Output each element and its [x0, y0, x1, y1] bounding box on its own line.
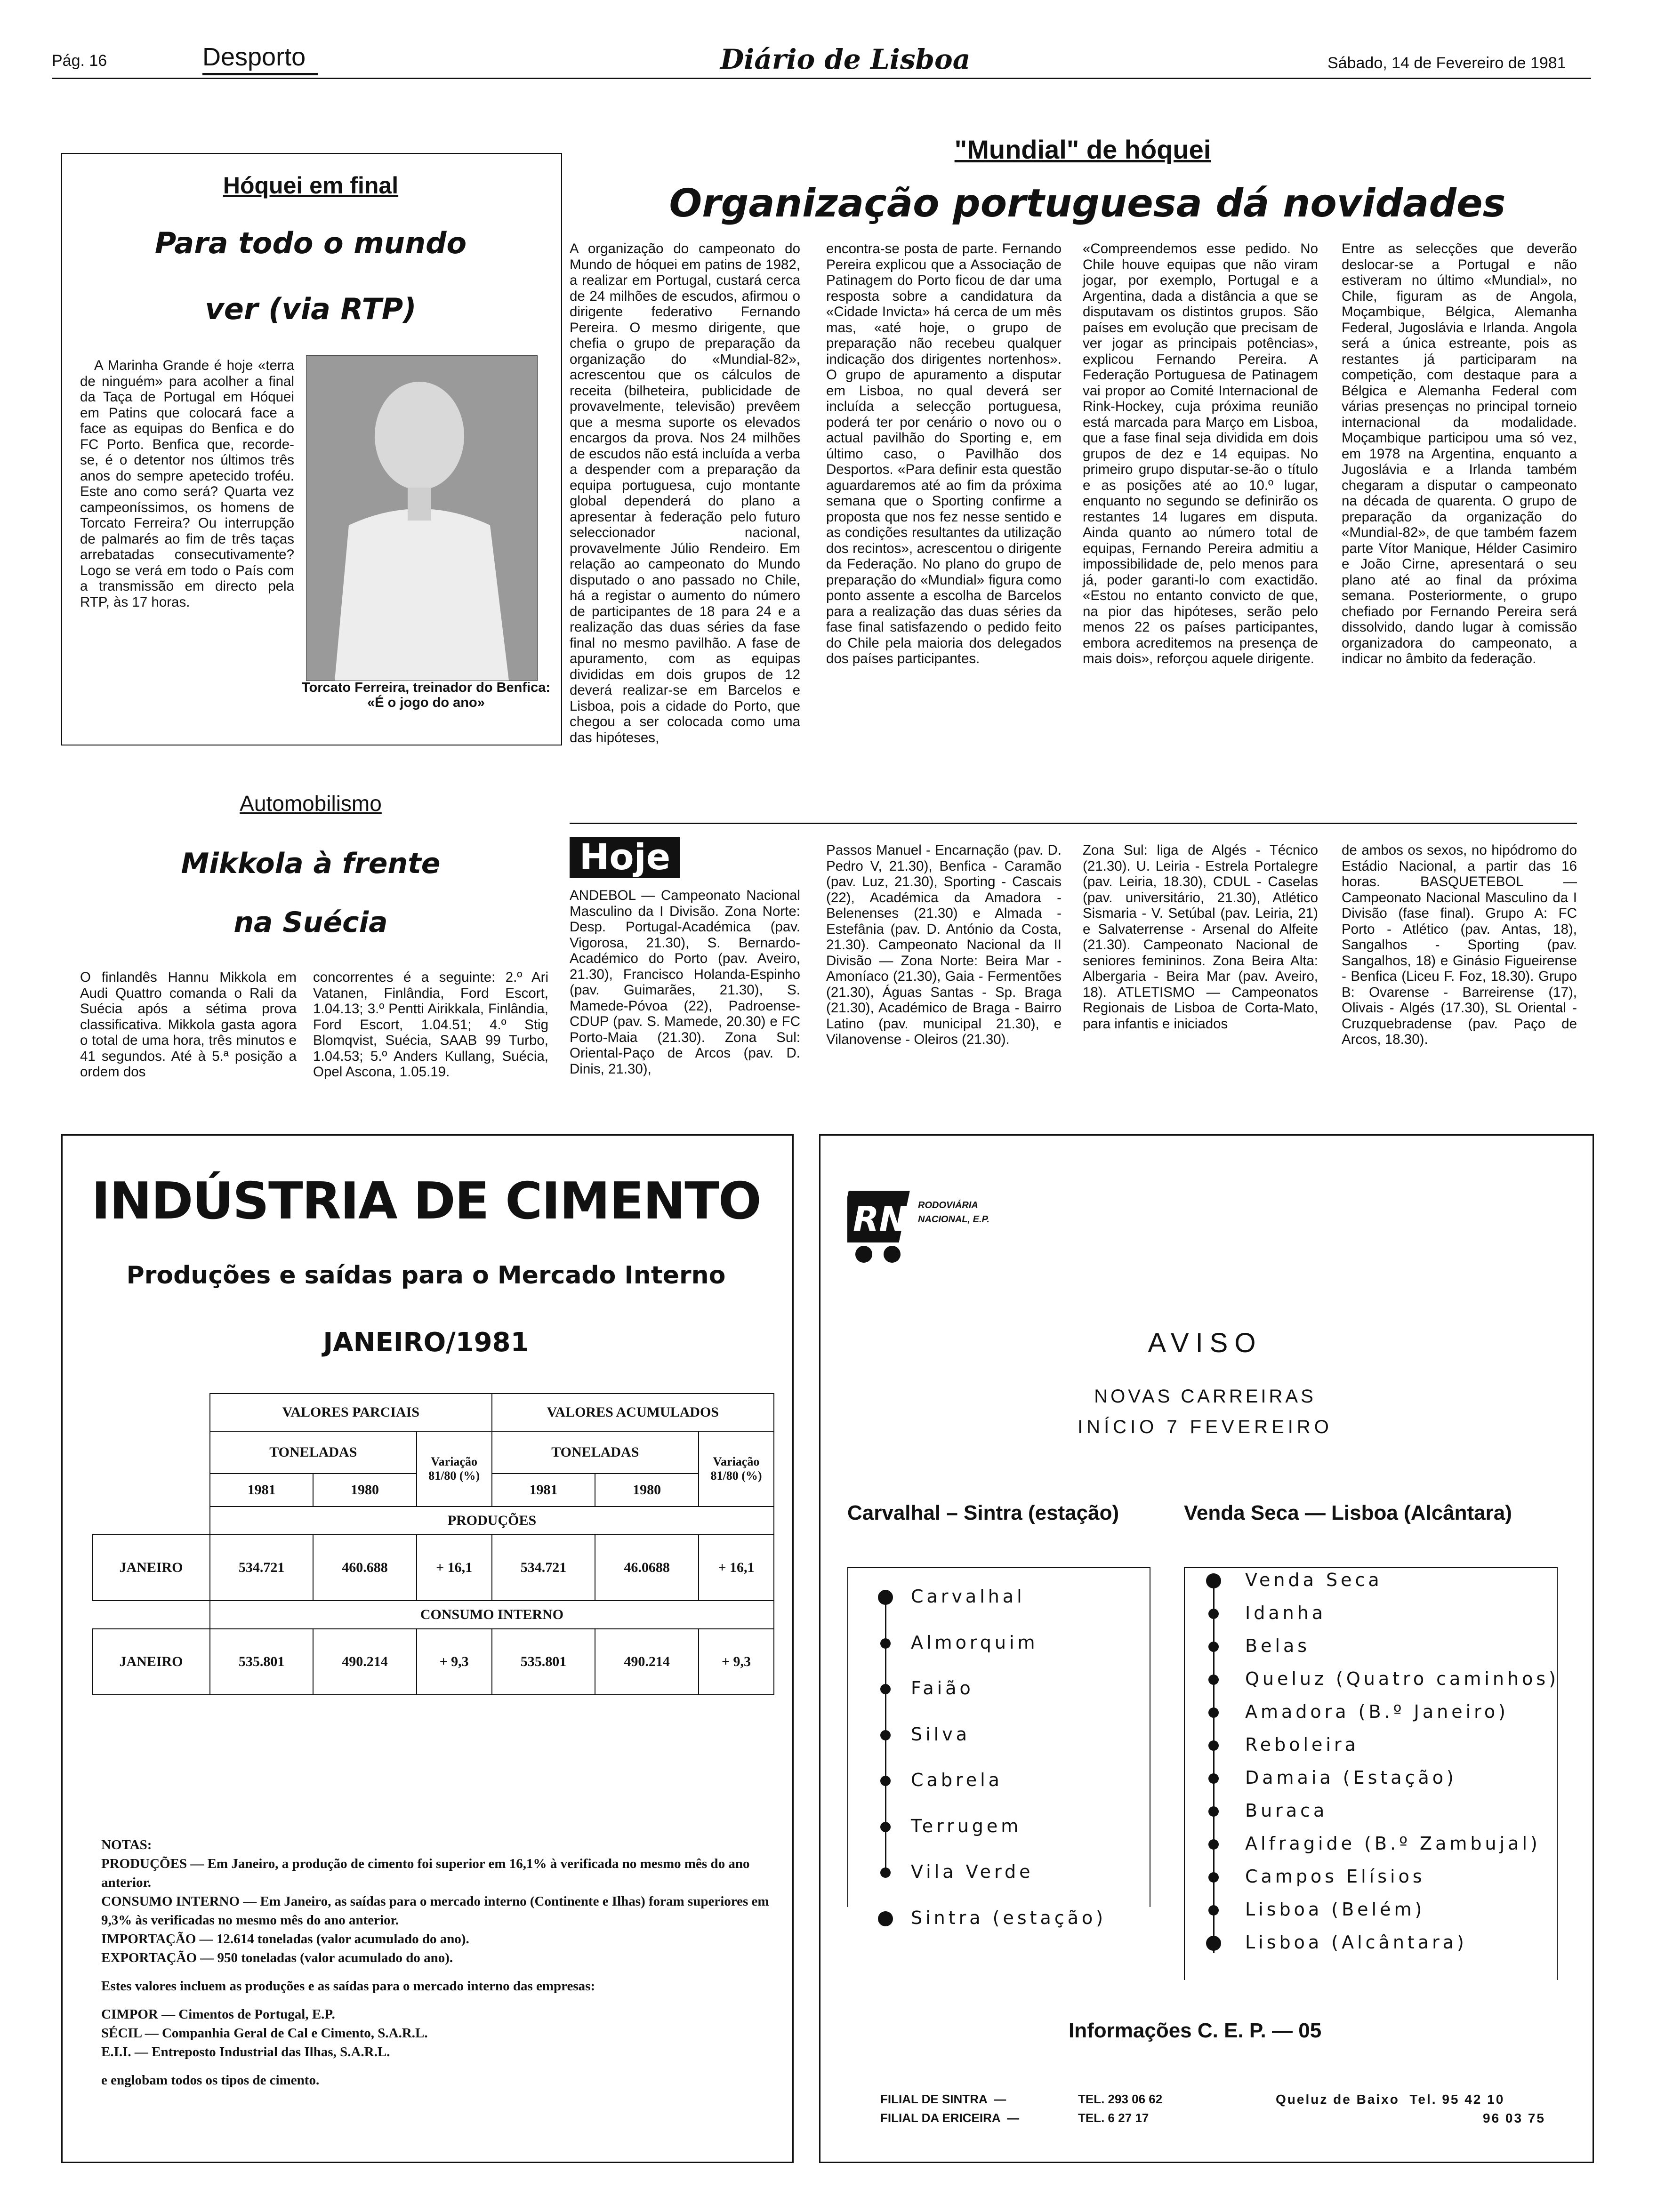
rn-logo-sub-2: NACIONAL, E.P. — [918, 1214, 989, 1225]
automobilismo-title-1: Mikkola à frente — [181, 847, 441, 880]
rn-informacoes: Informações C. E. P. — 05 — [1069, 2019, 1322, 2042]
route-2-stop: Reboleira — [1245, 1734, 1359, 1755]
stop-marker-icon — [1208, 1675, 1219, 1685]
header-rule — [52, 78, 1591, 79]
stop-marker-icon — [878, 1590, 893, 1605]
cimento-table — [92, 1393, 774, 1695]
route-2-title: Venda Seca — Lisboa (Alcântara) — [1184, 1501, 1512, 1524]
page-number: Pág. 16 — [52, 52, 107, 70]
route-2-stop: Belas — [1245, 1635, 1311, 1656]
mundial-title: Organização portuguesa dá novidades — [669, 181, 1506, 226]
cimento-subtitle: Produções e saídas para o Mercado Interno — [126, 1261, 726, 1290]
hoquei-final-title-2: ver (via RTP) — [205, 292, 417, 326]
cimento-period: JANEIRO/1981 — [323, 1327, 529, 1358]
route-1-stop: Cabrela — [911, 1770, 1003, 1790]
hoquei-final-paragraph: A Marinha Grande é hoje «terra de ninguém» para acolher a final da Taça de Portugal em Hóquei em Patins que colocará face a face as equipas do Benfica e do FC Porto. Benfica que, recorde-se, é o detentor nos últimos três anos do sempre apetecido troféu. Este ano como será? Quarta vez campeoníssimos, os homens de Torcato Ferreira? Ou interrupção de palmarés ao fim de três taças arrebatadas consecutivamente? Logo se verá em todo o País com a transmissão em directo pela RTP, às 17 horas. — [80, 358, 294, 610]
stop-marker-icon — [1208, 1773, 1219, 1784]
row-label: JANEIRO — [92, 1535, 210, 1601]
stop-marker-icon — [1208, 1872, 1219, 1883]
stop-marker-icon — [1206, 1936, 1221, 1951]
stop-marker-icon — [880, 1684, 891, 1694]
issue-date: Sábado, 14 de Fevereiro de 1981 — [1327, 54, 1566, 72]
table-cell: 490.214 — [595, 1629, 699, 1695]
automobilismo-col-1 — [80, 970, 297, 1084]
route-2-stop: Campos Elísios — [1245, 1866, 1425, 1887]
section-underline — [202, 73, 318, 75]
note-englobam: e englobam todos os tipos de cimento. — [101, 2073, 320, 2088]
stop-marker-icon — [880, 1867, 891, 1878]
route-1-stop: Sintra (estação) — [911, 1907, 1107, 1928]
rn-logo-sub-1: RODOVIÁRIA — [918, 1200, 978, 1210]
stop-marker-icon — [1206, 1573, 1221, 1588]
mundial-bottom-rule — [570, 823, 1577, 824]
hoje-title: Hoje — [579, 836, 671, 878]
filial-ericeira-tel: TEL. 6 27 17 — [1078, 2111, 1149, 2125]
stop-marker-icon — [880, 1638, 891, 1649]
header-year-1981-acc: 1981 — [492, 1474, 595, 1507]
hoje-col-4 — [1342, 842, 1577, 1051]
mundial-col-3-text: «Compreendemos esse pedido. No Chile houve equipas que não viram jogar, por exemplo, Portugal e a Argentina, dada a distância a que se disputavam os distintos grupos. São países em evolução que precisam de ver jogar as principais potências», explicou Fernando Pereira. A Federação Portuguesa de Patinagem vai propor ao Comité Internacional de Rink-Hockey, cuja próxima reunião está marcada para Março em Lisboa, que a fase final seja dividida em dois grupos de dez e 14 equipas. No primeiro grupo disputar-se-ão o título e as posições até ao 10.º lugar, enquanto no segundo se definirão os restantes 14 lugares em disputa. Ainda quanto ao número total de equipas, Fernando Pereira admitiu a impossibilidade de, pelo menos para já, poder garanti-lo com exactidão. «Estou no entanto convicto de que, na pior das hipóteses, serão pelo menos 22 os países participantes, embora acreditemos na presença de mais dois», reforçou aquele dirigente. — [1083, 241, 1318, 666]
route-1-stop: Terrugem — [911, 1815, 1022, 1836]
mundial-col-2-text: encontra-se posta de parte. Fernando Pereira explicou que a Associação de Patinagem do Porto ficou de dar uma resposta sobre a candidatura da «Cidade Invicta» há cerca de um mês mas, «até hoje, o grupo de preparação não recebeu qualquer indicação dos dirigentes nortenhos». O grupo de apuramento a disputar em Lisboa, no qual deverá ser incluída a selecção portuguesa, poderá ter por cenário o novo ou o actual pavilhão do Sporting e, em último caso, o Pavilhão dos Desportos. «Para definir esta questão aguardaremos até ao fim da próxima semana que o Sporting confirme a proposta que nos fez nesse sentido e as condições resultantes da utilização dos recintos», acrescentou o dirigente da Federação. No plano do grupo de preparação do «Mundial» figura como ponto assente a escolha de Barcelos para a realização das duas séries da fase final satisfazendo o pedido feito do Chile pela maioria dos delegados dos países participantes. — [826, 241, 1062, 666]
table-cell: 535.801 — [210, 1629, 313, 1695]
mundial-kicker: "Mundial" de hóquei — [954, 135, 1211, 164]
header-valores-parciais: VALORES PARCIAIS — [210, 1394, 492, 1431]
header-year-1981: 1981 — [210, 1474, 313, 1507]
automobilismo-col-2 — [313, 970, 548, 1084]
hoje-col-1 — [570, 888, 800, 1081]
route-2-stop: Damaia (Estação) — [1245, 1767, 1457, 1788]
stop-marker-icon — [1208, 1839, 1219, 1850]
route-2-stop: Venda Seca — [1245, 1570, 1383, 1590]
photo-figure — [306, 356, 537, 681]
automobilismo-title-2: na Suécia — [233, 906, 388, 939]
photo-caption: Torcato Ferreira, treinador do Benfica: «É o jogo do ano» — [301, 680, 551, 710]
route-2-stop: Amadora (B.º Janeiro) — [1245, 1701, 1509, 1722]
note-empresas: Estes valores incluem as produções e as saídas para o mercado interno das empresas: — [101, 1979, 595, 1994]
table-cell: + 9,3 — [699, 1629, 774, 1695]
mundial-col-3 — [1083, 241, 1318, 671]
route-2-stop: Idanha — [1245, 1603, 1327, 1623]
filial-ericeira: FILIAL DA ERICEIRA — — [880, 2111, 1020, 2125]
table-cell: + 16,1 — [699, 1535, 774, 1601]
hoje-col-2-text: Passos Manuel - Encarnação (pav. D. Pedro V, 21.30), Benfica - Caramão (pav. Luz, 21.30), Sporting - Cascais (22), Académica da Amadora - Belenenses (21.30) e Almada - Estefânia (pav. D. António da Costa, 21.30). Campeonato Nacional da II Divisão — Zona Norte: Beira Mar - Amoníaco (21.30), Gaia - Fermentões (21.30), Águas Santas - Sp. Braga (21.30), Académico de Braga - Bairro Latino (pav. municipal 21.30), e Vilanovense - Oleiros (21.30). — [826, 842, 1062, 1047]
hoje-col-1-text: ANDEBOL — Campeonato Nacional Masculino da I Divisão. Zona Norte: Desp. Portugal-Académica (pav. Vigorosa, 21.30), S. Bernardo-Académico do Porto (pav. Aveiro, 21.30), Francisco Holanda-Espinho (pav. Guimarães, 21.30), S. Mamede-Póvoa (22), Padroense-CDUP (pav. S. Mamede, 20.30) e FC Porto-Maia (21.30). Zona Sul: Oriental-Paço de Arcos (pav. D. Dinis, 21.30), — [570, 888, 800, 1077]
stop-marker-icon — [1208, 1642, 1219, 1652]
note-consumo: CONSUMO INTERNO — Em Janeiro, as saídas para o mercado interno (Continente e Ilhas) foram superiores em 9,3% às verificadas no mesmo mês do ano anterior. — [101, 1894, 769, 1928]
table-cell: 46.0688 — [595, 1535, 699, 1601]
note-cimpor: CIMPOR — Cimentos de Portugal, E.P. — [101, 2007, 335, 2022]
stop-marker-icon — [1208, 1905, 1219, 1915]
route-2-stop: Queluz (Quatro caminhos) — [1245, 1668, 1559, 1689]
section-producoes: PRODUÇÕES — [210, 1507, 774, 1535]
automobilismo-kicker: Automobilismo — [240, 791, 382, 816]
hoje-col-3-text: Zona Sul: liga de Algés - Técnico (21.30). U. Leiria - Estrela Portalegre (pav. Leiria, 18.30), CDUL - Caselas (pav. universitário, 21.30), Atlético Sismaria - V. Setúbal (pav. Leiria, 21) e Salvaterrense - Arsenal do Alfeite (21.30). Campeonato Nacional de seniores femininos. Zona Beira Alta: Albergaria - Beira Mar (pav. Aveiro, 18). ATLETISMO — Campeonatos Regionais de Lisboa de Corta-Mato, para infantis e iniciados — [1083, 842, 1318, 1032]
mundial-col-4 — [1342, 241, 1577, 671]
route-1-stop: Almorquim — [911, 1632, 1038, 1653]
photo-torcato-ferreira — [306, 355, 538, 681]
table-cell: + 16,1 — [417, 1535, 492, 1601]
table-row — [92, 1629, 774, 1695]
route-1-stop: Vila Verde — [911, 1861, 1034, 1882]
hoje-col-4-text: de ambos os sexos, no hipódromo do Estádio Nacional, a partir das 16 horas. BASQUETEBOL — Campeonato Nacional Masculino da I Divisão (fase final). Grupo A: FC Porto - Atlético (pav. Antas, 18), Sangalhos - Sporting (pav. Sangalhos, 18) e Ginásio Figueirense - Benfica (Liceu F. Foz, 18.30). Grupo B: Ovarense - Barreirense (17), Olivais - Algés (17.30), SL Oriental - Cruzquebradense (pav. Paço de Arcos, 18.30). — [1342, 842, 1577, 1047]
header-variacao-parciais: Variação 81/80 (%) — [417, 1431, 492, 1507]
stop-marker-icon — [878, 1911, 893, 1926]
header-valores-acumulados: VALORES ACUMULADOS — [492, 1394, 774, 1431]
header-toneladas-acumulados: TONELADAS — [492, 1431, 699, 1474]
header-toneladas-parciais: TONELADAS — [210, 1431, 417, 1474]
note-eii: E.I.I. — Entreposto Industrial das Ilhas, S.A.R.L. — [101, 2044, 390, 2060]
rn-inicio: INÍCIO 7 FEVEREIRO — [1078, 1417, 1333, 1437]
stop-marker-icon — [880, 1730, 891, 1740]
rn-aviso: AVISO — [1148, 1328, 1263, 1358]
hoje-col-2 — [826, 842, 1062, 1051]
filial-sintra: FILIAL DE SINTRA — — [880, 2092, 1006, 2106]
cimento-title: INDÚSTRIA DE CIMENTO — [91, 1172, 761, 1231]
table-cell: 535.801 — [492, 1629, 595, 1695]
filial-sintra-tel: TEL. 293 06 62 — [1078, 2092, 1163, 2106]
table-cell: 534.721 — [210, 1535, 313, 1601]
route-1-stop: Faião — [911, 1678, 974, 1699]
section-name: Desporto — [202, 43, 306, 71]
mundial-col-1-text: A organização do campeonato do Mundo de hóquei em patins de 1982, a realizar em Portugal, custará cerca de 24 milhões de escudos, afirmou o dirigente federativo Fernando Pereira. O mesmo dirigente, que chefia o grupo de preparação da organização do «Mundial-82», acrescentou que os cálculos de receita (bilheteira, publicidade de provavelmente, televisão) prevêem que a mesma suporte os elevados encargos da prova. Nos 24 milhões de escudos não está incluída a verba a despender com a preparação da equipa portuguesa, cujo montante global dependerá do plano a apresentar à federação pelo futuro seleccionador nacional, provavelmente Júlio Rendeiro. Em relação ao campeonato do Mundo disputado o ano passado no Chile, há a registar o aumento do número de participantes de 18 para 24 e a realização das duas séries da fase final no mesmo pavilhão. A fase de apuramento, com as equipas divididas em dois grupos de 12 deverá realizar-se em Barcelos e Lisboa, pois a cidade do Porto, que chegou a ser colocada como uma das hipóteses, — [570, 241, 800, 745]
note-secil: SÉCIL — Companhia Geral de Cal e Cimento, S.A.R.L. — [101, 2026, 428, 2041]
rn-logo-text: RN — [853, 1199, 908, 1239]
header-year-1980: 1980 — [313, 1474, 416, 1507]
hoquei-final-kicker: Hóquei em final — [223, 172, 399, 199]
queluz-tel-2: 96 03 75 — [1483, 2111, 1545, 2125]
stop-marker-icon — [1208, 1707, 1219, 1718]
table-cell: 534.721 — [492, 1535, 595, 1601]
stop-marker-icon — [880, 1776, 891, 1786]
rn-novas-carreiras: NOVAS CARREIRAS — [1094, 1386, 1316, 1407]
route-1-title: Carvalhal – Sintra (estação) — [847, 1501, 1119, 1524]
automobilismo-col-2-text: concorrentes é a seguinte: 2.º Ari Vatanen, Finlândia, Ford Escort, 1.04.13; 3.º Pentti Airikkala, Finlândia, Ford Escort, 1.04.51; 4.º Stig Blomqvist, Suécia, SAAB 99 Turbo, 1.04.53; 5.º Anders Kullang, Suécia, Opel Ascona, 1.05.19. — [313, 970, 548, 1080]
route-2-line — [1213, 1581, 1215, 1953]
note-producoes: PRODUÇÕES — Em Janeiro, a produção de cimento foi superior em 16,1% à verificada no mesmo mês do ano anterior. — [101, 1856, 750, 1890]
queluz-tel: Queluz de Baixo Tel. 95 42 10 — [1276, 2092, 1505, 2107]
route-1-frame — [847, 1567, 1150, 1907]
table-cell: + 9,3 — [417, 1629, 492, 1695]
route-2-stop: Lisboa (Alcântara) — [1245, 1932, 1467, 1953]
mundial-col-4-text: Entre as selecções que deverão deslocar-se a Portugal e não estiveram no último «Mundial», no Chile, figuram as de Angola, Moçambique, Bélgica, Alemanha Federal, Jugoslávia e Irlanda. Angola será a única estreante, pois as restantes já participaram na competição, com destaque para a Bélgica e Alemanha Federal com várias presenças no principal torneio internacional da modalidade. Moçambique participou uma só vez, em 1978 na Argentina, enquanto a Jugoslávia e a Irlanda também chegaram a disputar o campeonato na década de quarenta. O grupo de preparação da organização do «Mundial-82», de que também fazem parte Vítor Manique, Hélder Casimiro e João Cirne, apresentará o seu plano até ao final da próxima semana. Posteriormente, o grupo chefiado por Fernando Pereira será dissolvido, dando lugar à comissão organizadora do campeonato, a indicar no âmbito da federação. — [1342, 241, 1577, 666]
table-cell: 490.214 — [313, 1629, 416, 1695]
hoje-col-3 — [1083, 842, 1318, 1035]
stop-marker-icon — [1208, 1806, 1219, 1817]
route-2-stop: Alfragide (B.º Zambujal) — [1245, 1833, 1541, 1854]
masthead: Diário de Lisboa — [720, 43, 971, 75]
route-2-stop: Buraca — [1245, 1800, 1328, 1821]
stop-marker-icon — [1208, 1740, 1219, 1751]
automobilismo-col-1-text: O finlandês Hannu Mikkola em Audi Quattro comanda o Rali da Suécia após a sétima prova classificativa. Mikkola gasta agora o total de uma hora, três minutos e 41 segundos. Até à 5.ª posição a ordem dos — [80, 970, 297, 1080]
table-cell: 460.688 — [313, 1535, 416, 1601]
section-consumo-interno: CONSUMO INTERNO — [210, 1601, 774, 1629]
stop-marker-icon — [880, 1822, 891, 1832]
table-row — [92, 1535, 774, 1601]
row-label: JANEIRO — [92, 1629, 210, 1695]
stop-marker-icon — [1208, 1609, 1219, 1619]
note-importacao: IMPORTAÇÃO — 12.614 toneladas (valor acumulado do ano). — [101, 1931, 469, 1947]
note-exportacao: EXPORTAÇÃO — 950 toneladas (valor acumulado do ano). — [101, 1950, 453, 1965]
route-1-stop: Carvalhal — [911, 1586, 1025, 1607]
route-2-stop: Lisboa (Belém) — [1245, 1899, 1425, 1920]
note-heading: NOTAS: — [101, 1837, 152, 1852]
hoquei-final-text — [80, 358, 294, 614]
header-variacao-acumulados: Variação 81/80 (%) — [699, 1431, 774, 1507]
cimento-notes — [101, 1835, 770, 2090]
mundial-col-2 — [826, 241, 1062, 671]
hoquei-final-title-1: Para todo o mundo — [154, 226, 467, 260]
header-year-1980-acc: 1980 — [595, 1474, 699, 1507]
mundial-col-1 — [570, 241, 800, 749]
route-1-stop: Silva — [911, 1723, 971, 1745]
